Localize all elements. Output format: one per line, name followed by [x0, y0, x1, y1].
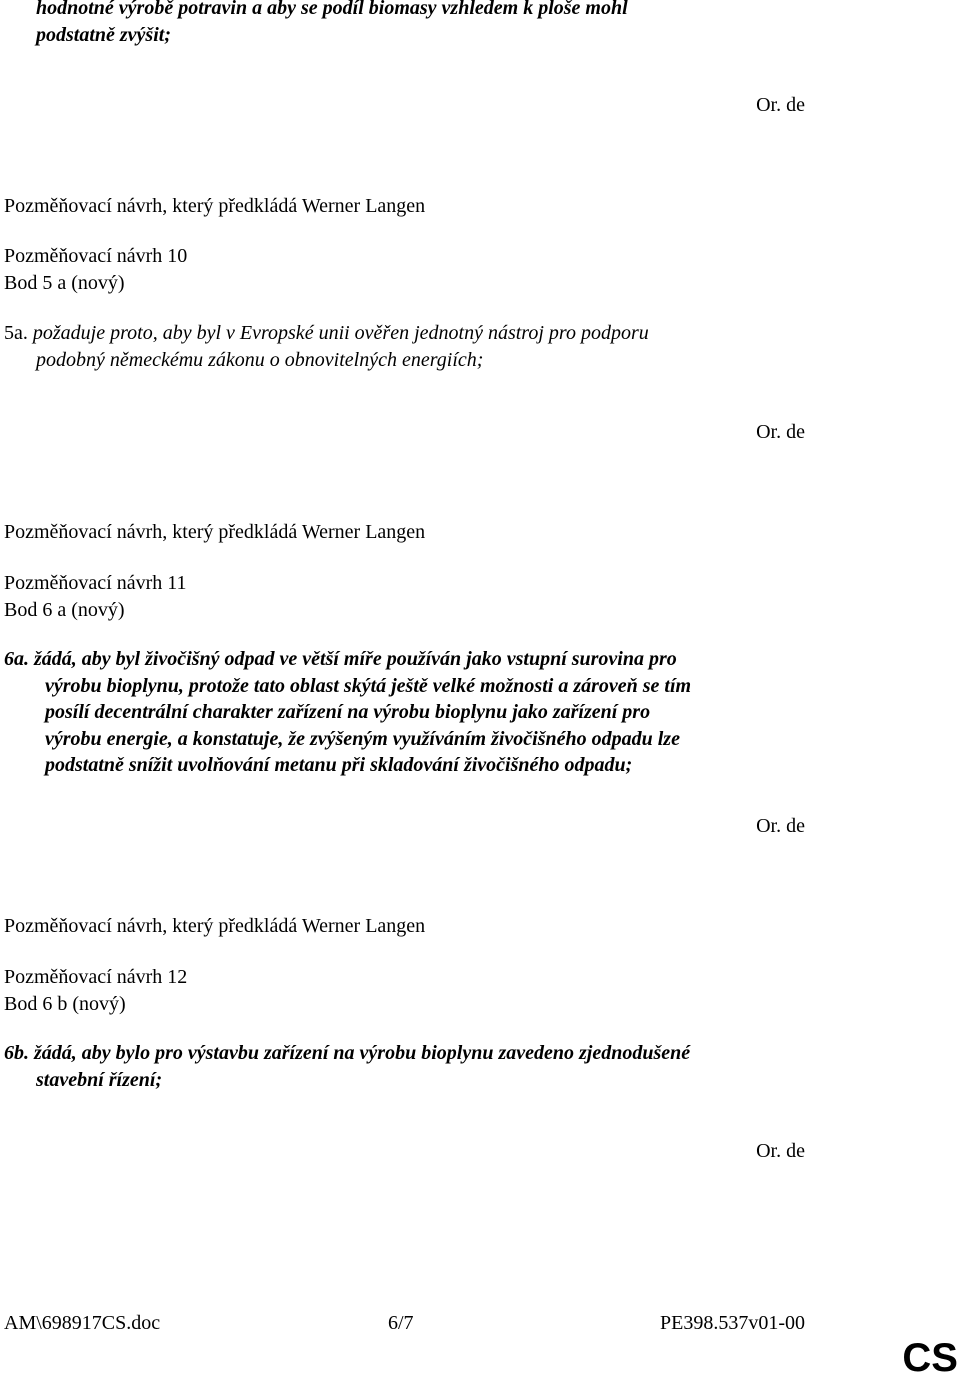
original-language: Or. de: [756, 1140, 805, 1162]
amendment-number: Pozměňovací návrh 12: [4, 966, 188, 988]
text-line: [4, 752, 691, 779]
amendment-text: [4, 646, 691, 779]
text-line-content: žádá, aby bylo pro výstavbu zařízení na výrobu bioplynu zavedeno zjednodušené: [34, 1042, 691, 1064]
text-number: 5a.: [4, 322, 28, 344]
amendment-header: [4, 964, 187, 1018]
text-line: [4, 726, 691, 753]
footer-page-number: 6/7: [388, 1312, 414, 1334]
text-line-content: výrobu energie, a konstatuje, že zvýšeným využíváním živočišného odpadu lze: [45, 727, 680, 750]
text-line-content: výrobu bioplynu, protože tato oblast skýtá ještě velké možnosti a zároveň se tím: [45, 674, 692, 697]
text-number: 6b.: [4, 1042, 29, 1064]
tabled-by: Pozměňovací návrh, který předkládá Werner Langen: [4, 195, 426, 217]
footer-reference: PE398.537v01-00: [660, 1312, 805, 1334]
text-line: [4, 673, 691, 700]
continuation-text: [36, 0, 628, 48]
amendment-text: [4, 1040, 690, 1093]
text-line-content: žádá, aby byl živočišný odpad ve větší míře používán jako vstupní surovina pro: [34, 648, 677, 670]
text-line-content: posílí decentrální charakter zařízení na výrobu bioplynu jako zařízení pro: [45, 701, 651, 723]
text-number: 6a.: [4, 648, 29, 670]
amendment-number: Pozměňovací návrh 11: [4, 572, 187, 594]
text-line: [4, 1067, 690, 1094]
amendment-header: [4, 570, 187, 624]
original-language: Or. de: [756, 94, 805, 116]
language-code: CS: [902, 1336, 958, 1380]
amendment-point: Bod 6 b (nový): [4, 993, 126, 1015]
text-line: [4, 320, 649, 347]
amendment-text: [4, 320, 649, 373]
amendment-point: Bod 6 a (nový): [4, 599, 125, 621]
tabled-by: Pozměňovací návrh, který předkládá Werner Langen: [4, 915, 426, 937]
text-line-content: stavební řízení;: [36, 1068, 163, 1091]
amendment-number: Pozměňovací návrh 10: [4, 245, 188, 267]
footer-file-name: AM\698917CS.doc: [4, 1312, 161, 1334]
text-line-content: podstatně snížit uvolňování metanu při skladování živočišného odpadu;: [45, 754, 633, 776]
text-line: [4, 1040, 690, 1067]
text-line-content: požaduje proto, aby byl v Evropské unii ověřen jednotný nástroj pro podporu: [32, 322, 649, 344]
original-language: Or. de: [756, 815, 805, 837]
original-language: Or. de: [756, 421, 805, 443]
tabled-by: Pozměňovací návrh, který předkládá Werner Langen: [4, 521, 426, 543]
text-line: podstatně zvýšit;: [36, 23, 171, 46]
text-line: [4, 699, 691, 726]
text-line: [4, 646, 691, 673]
text-line: hodnotné výrobě potravin a aby se podíl biomasy vzhledem k ploše mohl: [36, 0, 628, 19]
text-line: [4, 347, 649, 374]
amendment-point: Bod 5 a (nový): [4, 272, 125, 294]
text-line-content: podobný německému zákonu o obnovitelných energiích;: [36, 348, 484, 371]
amendment-header: [4, 243, 187, 297]
